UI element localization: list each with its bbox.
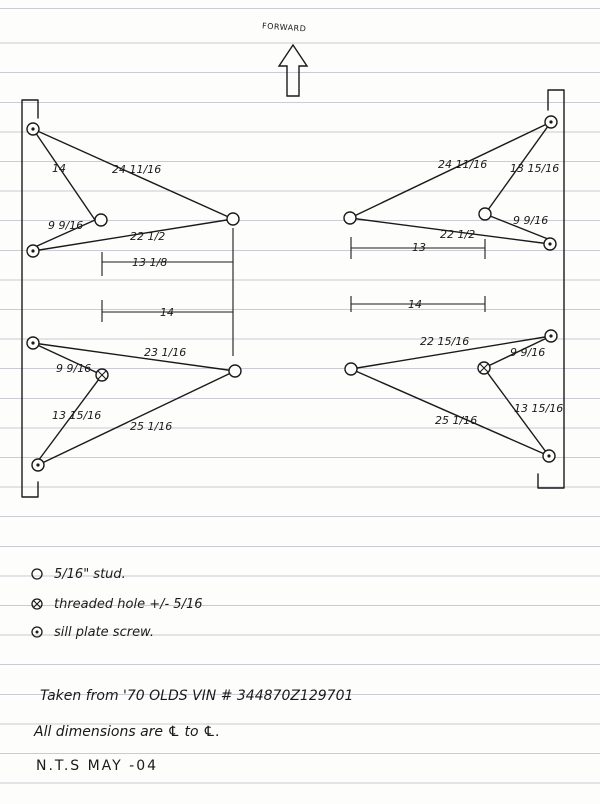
dim-left-bottom-short: 9 9/16 xyxy=(56,362,92,375)
dim-left-span-upper: 13 1/8 xyxy=(132,256,168,269)
dim-left-bottom-side: 13 15/16 xyxy=(52,409,102,422)
dim-right-span-upper: 13 xyxy=(412,241,426,254)
dim-right-bottom-side: 13 15/16 xyxy=(514,402,564,415)
dim-right-bottom-diag: 25 1/16 xyxy=(435,414,478,427)
legend-label: 5/16" stud. xyxy=(54,566,126,582)
legend-label: sill plate screw. xyxy=(54,624,154,640)
legend-item-stud xyxy=(30,564,126,584)
dim-right-top-side: 13 15/16 xyxy=(510,162,560,175)
right-frame-rail xyxy=(538,90,564,488)
forward-label: FORWARD xyxy=(261,21,307,34)
dim-right-top-short: 9 9/16 xyxy=(513,214,549,227)
dim-right-top-diag: 24 11/16 xyxy=(438,158,488,171)
scale-date-note: N.T.S MAY -04 xyxy=(36,758,159,774)
dotted-circle-icon xyxy=(30,625,44,639)
dim-left-span-lower: 14 xyxy=(160,306,174,319)
dim-left-top-short: 9 9/16 xyxy=(48,219,84,232)
dim-left-bottom-diag: 25 1/16 xyxy=(130,420,173,433)
dim-right-bottom-top: 22 15/16 xyxy=(420,335,470,348)
open-circle-icon xyxy=(30,567,44,581)
dim-right-top-base: 22 1/2 xyxy=(440,228,476,241)
legend-label: threaded hole +/- 5/16 xyxy=(54,596,203,612)
crossed-circle-icon xyxy=(30,597,44,611)
dim-left-top-side: 14 xyxy=(52,162,66,175)
dim-right-bottom-short: 9 9/16 xyxy=(510,346,546,359)
source-note: Taken from '70 OLDS VIN # 344870Z129701 xyxy=(40,688,354,704)
legend-item-sill-plate-screw xyxy=(30,622,154,642)
legend-item-threaded-hole xyxy=(30,594,203,614)
left-span-dimensions xyxy=(102,228,233,356)
dim-left-top-diag: 24 11/16 xyxy=(112,163,162,176)
dim-right-span-lower: 14 xyxy=(408,298,422,311)
dimension-basis-note: All dimensions are ℄ to ℄. xyxy=(34,724,220,740)
left-frame-rail xyxy=(22,100,38,497)
forward-arrow-icon xyxy=(279,45,307,96)
dim-left-bottom-top: 23 1/16 xyxy=(144,346,187,359)
dim-left-top-base: 22 1/2 xyxy=(130,230,166,243)
threaded-hole-icon xyxy=(96,362,490,381)
